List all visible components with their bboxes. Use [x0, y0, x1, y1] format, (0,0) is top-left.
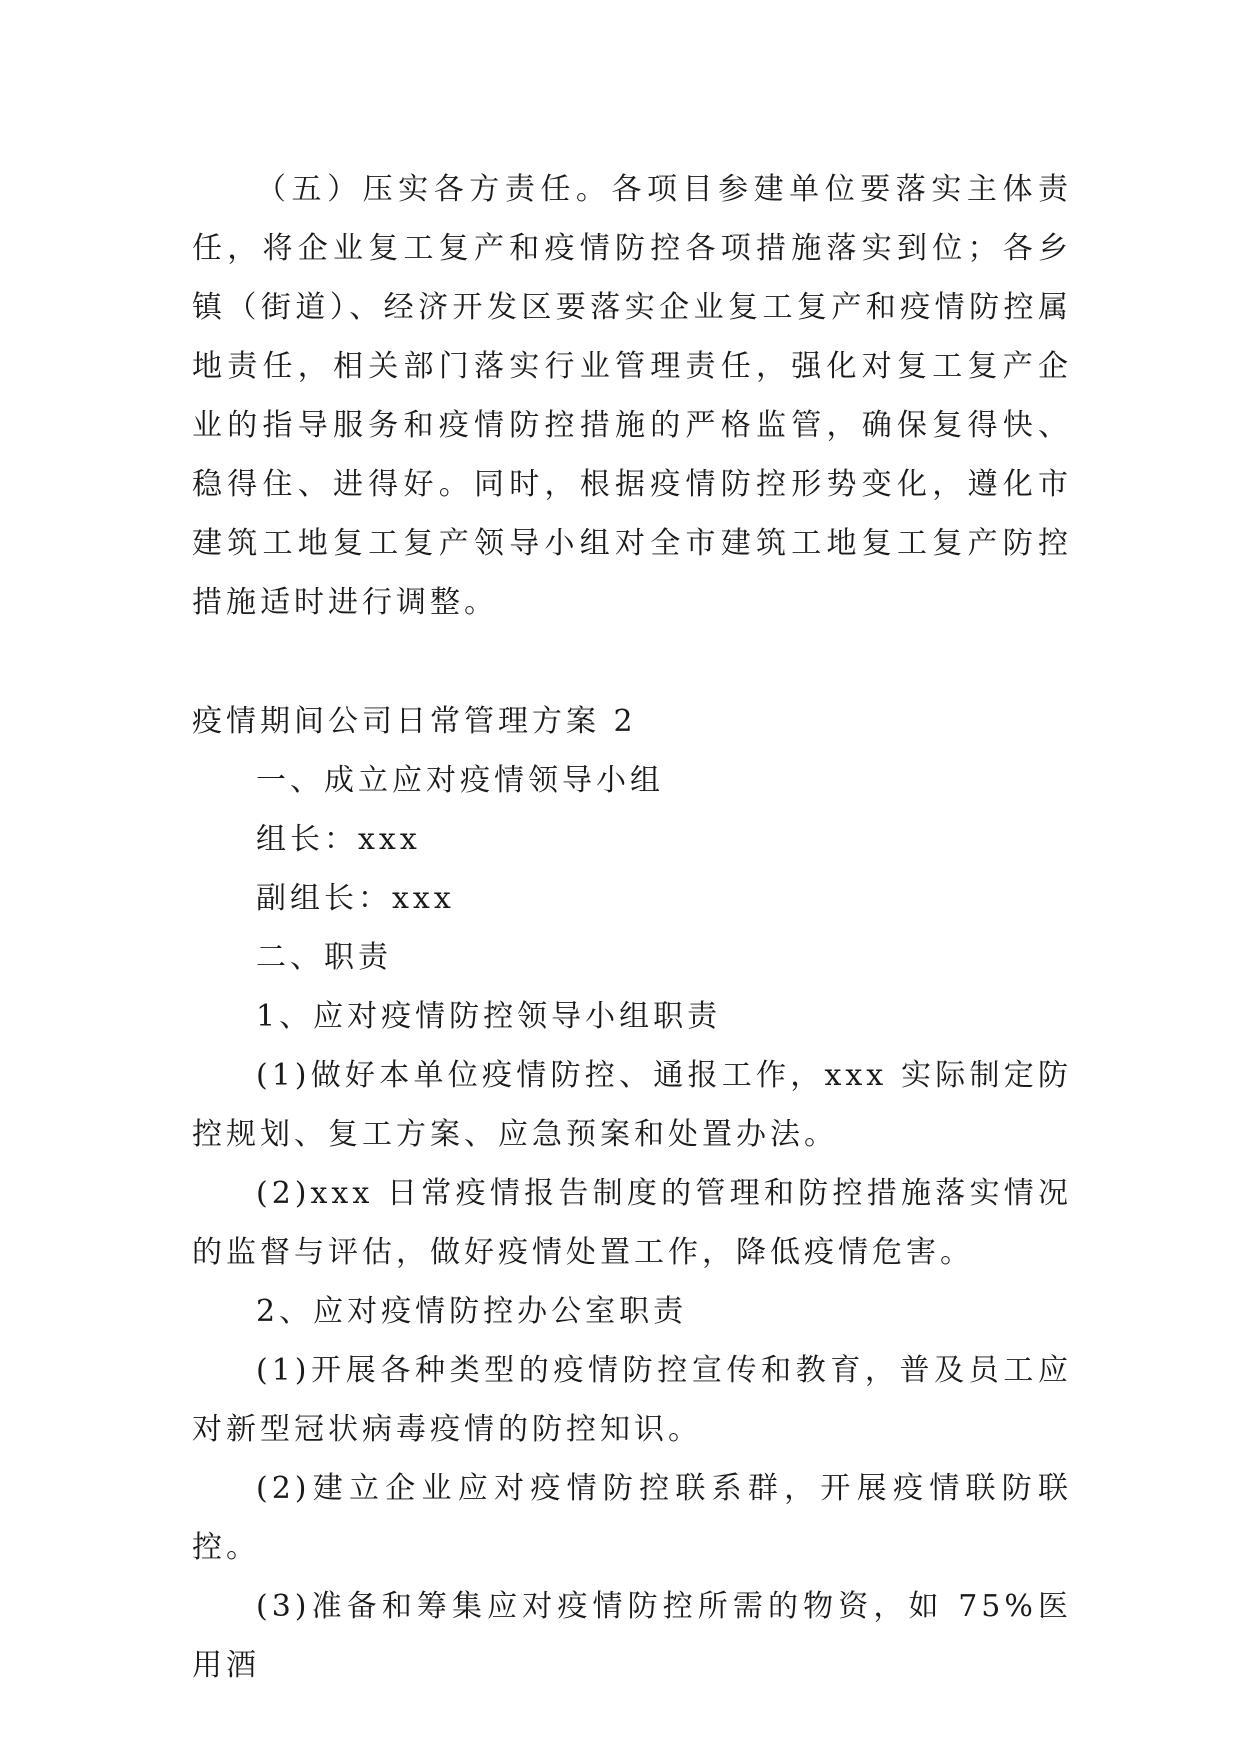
subheading-leadership-duties: 1、应对疫情防控领导小组职责	[256, 999, 722, 1034]
subheading-office-duties: 2、应对疫情防控办公室职责	[256, 1294, 688, 1329]
document-body	[192, 160, 1072, 1695]
duty-item: (1)开展各种类型的疫情防控宣传和教育，普及员工应对新型冠状病毒疫情的防控知识。	[192, 1353, 1072, 1447]
paragraph-responsibilities: （五）压实各方责任。各项目参建单位要落实主体责任，将企业复工复产和疫情防控各项措施落实到位；各乡镇（街道）、经济开发区要落实企业复工复产和疫情防控属地责任，相关部门落实行业管理责任，强化对复工复产企业的指导服务和疫情防控措施的严格监管，确保复得快、稳得住、进得好。同时，根据疫情防控形势变化，遵化市建筑工地复工复产领导小组对全市建筑工地复工复产防控措施适时进行调整。	[192, 172, 1072, 620]
section-title: 疫情期间公司日常管理方案 2	[192, 704, 637, 739]
heading-leadership-group: 一、成立应对疫情领导小组	[256, 763, 664, 798]
duty-item: (1)做好本单位疫情防控、通报工作，xxx 实际制定防控规划、复工方案、应急预案和处置办法。	[192, 1058, 1072, 1152]
heading-duties: 二、职责	[256, 940, 392, 975]
leader-line: 组长：xxx	[256, 822, 421, 857]
duty-item: (2)建立企业应对疫情防控联系群，开展疫情联防联控。	[192, 1471, 1072, 1565]
duty-item: (3)准备和筹集应对疫情防控所需的物资，如 75%医用酒	[192, 1589, 1072, 1683]
section-spacer	[192, 632, 1072, 692]
deputy-leader-line: 副组长：xxx	[256, 881, 455, 916]
duty-item: (2)xxx 日常疫情报告制度的管理和防控措施落实情况的监督与评估，做好疫情处置工作，降低疫情危害。	[192, 1176, 1072, 1270]
